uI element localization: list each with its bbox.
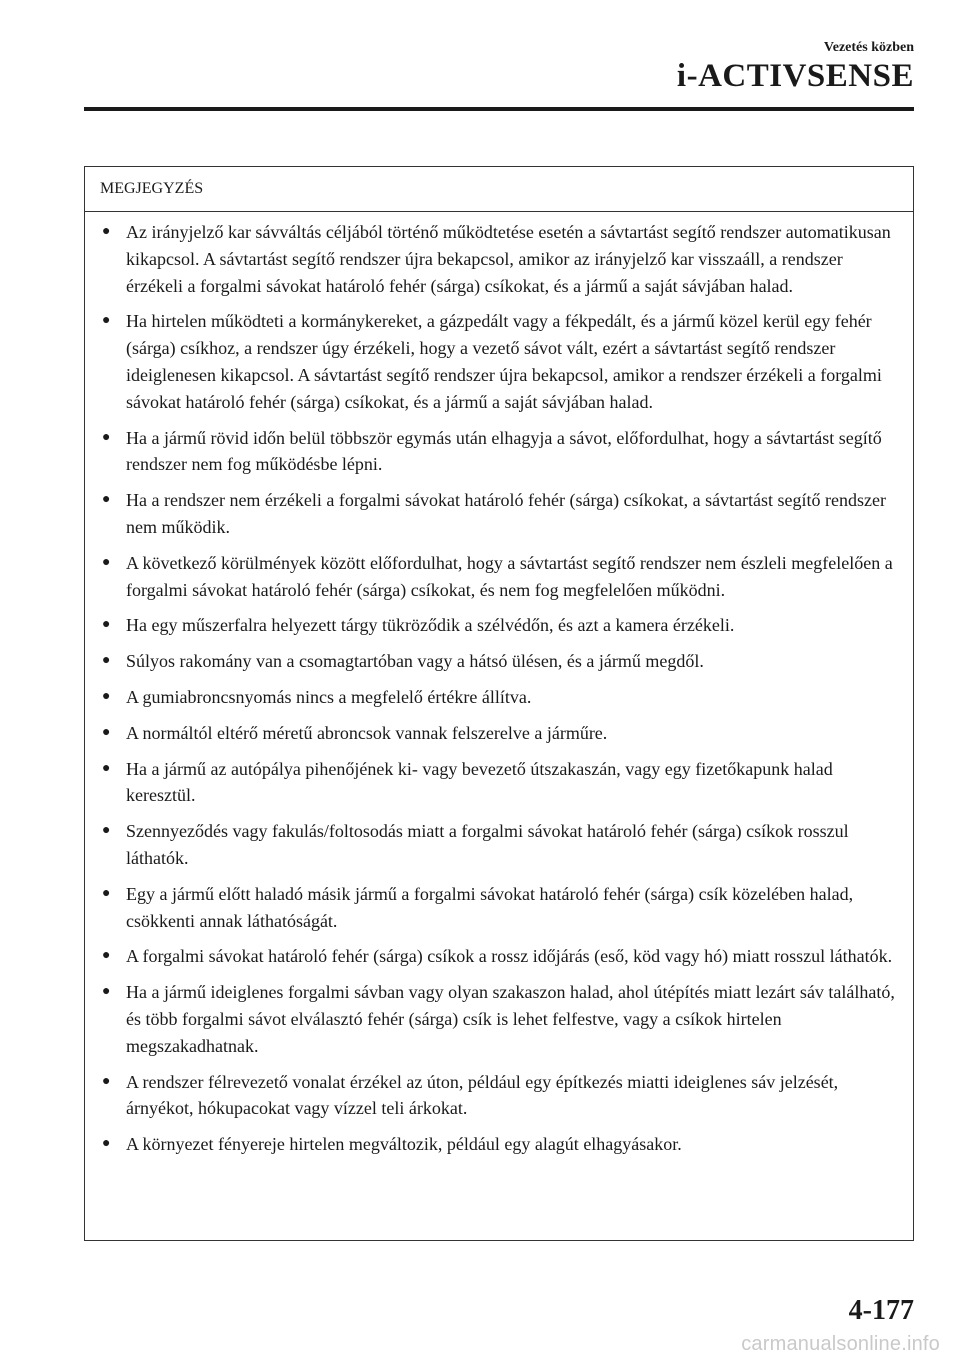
list-item — [101, 219, 899, 299]
list-item — [101, 979, 899, 1059]
list-item — [101, 720, 899, 747]
list-item — [101, 881, 899, 935]
list-item-text: Egy a jármű előtt haladó másik jármű a forgalmi sávokat határoló fehér (sárga) csík közelében halad, csökkenti annak láthatóságát. — [126, 883, 854, 931]
chapter-title: i-ACTIVSENSE — [676, 58, 914, 94]
list-item-text: Ha a jármű ideiglenes forgalmi sávban vagy olyan szakaszon halad, ahol útépítés miatt lezárt sáv található, és több forgalmi sávot elválasztó fehér (sárga) csík is lehet felfestve, vagy a csíkok hirtelen megszakadhatnak. — [126, 982, 895, 1056]
bullet-dot-icon: ● — [102, 823, 111, 839]
list-item-text: A következő körülmények között előfordulhat, hogy a sávtartást segítő rendszer nem észleli megfelelően a forgalmi sávokat határoló fehér (sárga) csíkokat, és nem fog megfelelően működni. — [126, 552, 893, 600]
bullet-dot-icon: ● — [102, 984, 111, 1000]
bullet-dot-icon: ● — [102, 1136, 111, 1152]
list-item-text: A környezet fényereje hirtelen megváltozik, például egy alagút elhagyásakor. — [126, 1134, 682, 1155]
list-item-text: Ha egy műszerfalra helyezett tárgy tükröződik a szélvédőn, és azt a kamera érzékeli. — [126, 615, 735, 636]
list-item-text: Szennyeződés vagy fakulás/foltosodás miatt a forgalmi sávokat határoló fehér (sárga) csíkok rosszul láthatók. — [126, 821, 849, 868]
list-item — [101, 756, 899, 810]
section-title: Vezetés közben — [823, 40, 914, 55]
list-item — [101, 487, 899, 541]
bullet-dot-icon: ● — [102, 885, 111, 901]
list-item — [101, 648, 899, 675]
list-item — [101, 943, 899, 970]
bullet-dot-icon: ● — [102, 760, 111, 776]
bullet-dot-icon: ● — [102, 617, 111, 633]
bullet-dot-icon: ● — [102, 948, 111, 964]
list-item — [101, 684, 899, 711]
bullet-dot-icon: ● — [102, 224, 111, 239]
list-item — [101, 818, 899, 872]
watermark: carmanualsonline.info — [741, 1333, 940, 1355]
bullet-dot-icon: ● — [102, 1073, 111, 1089]
list-item-text: Súlyos rakomány van a csomagtartóban vagy a hátsó ülésen, és a jármű megdől. — [126, 651, 704, 672]
list-item-text: Az irányjelző kar sávváltás céljából történő működtetése esetén a sávtartást segítő rendszer automatikusan kikapcsol. A sávtartást segítő rendszer újra bekapcsol, amikor az irányjelző kar visszaáll, a rendszer érzékeli a forgalmi sávokat határoló fehér (sárga) csíkokat, és a jármű a saját sávjában halad. — [126, 222, 891, 296]
header-divider — [84, 107, 914, 111]
list-item — [101, 425, 899, 479]
bullet-dot-icon: ● — [102, 492, 111, 508]
bullet-dot-icon: ● — [102, 724, 111, 740]
list-item-text: A normáltól eltérő méretű abroncsok vannak felszerelve a járműre. — [126, 722, 608, 743]
list-item-text: A rendszer félrevezető vonalat érzékel az úton, például egy építkezés miatti ideiglenes sáv jelzését, árnyékot, hókupacokat vagy vízzel teli árkokat. — [126, 1071, 839, 1119]
bullet-dot-icon: ● — [102, 554, 111, 570]
bullet-dot-icon: ● — [102, 313, 111, 329]
list-item — [101, 308, 899, 415]
list-item-text: A gumiabroncsnyomás nincs a megfelelő értékre állítva. — [126, 686, 532, 707]
note-box — [84, 166, 914, 1241]
list-item-text: Ha a rendszer nem érzékeli a forgalmi sávokat határoló fehér (sárga) csíkokat, a sávtartást segítő rendszer nem működik. — [126, 490, 886, 537]
list-item-text: A forgalmi sávokat határoló fehér (sárga) csíkok a rossz időjárás (eső, köd vagy hó) miatt rosszul láthatók. — [126, 946, 893, 967]
list-item-text: Ha hirtelen működteti a kormánykereket, a gázpedált vagy a fékpedált, és a jármű közel kerül egy fehér (sárga) csíkhoz, a rendszer úgy érzékeli, hogy a vezető sávot vált, ezért a sávtartást segítő rendszer ideiglenesen kikapcsol. A sávtartást segítő rendszer újra bekapcsol, amikor a rendszer érzékeli a forgalmi sávokat határoló fehér (sárga) csíkokat, és a jármű a saját sávjában halad. — [126, 311, 882, 412]
list-item — [101, 612, 899, 639]
page-number: 4-177 — [848, 1295, 914, 1326]
bullet-dot-icon: ● — [102, 429, 111, 445]
note-list — [85, 212, 913, 1158]
list-item — [101, 1069, 899, 1123]
bullet-dot-icon: ● — [102, 653, 111, 669]
note-heading: MEGJEGYZÉS — [85, 167, 913, 212]
list-item-text: Ha a jármű rövid időn belül többször egymás után elhagyja a sávot, előfordulhat, hogy a sávtartást segítő rendszer nem fog működésbe lépni. — [126, 427, 882, 475]
bullet-dot-icon: ● — [102, 688, 111, 704]
list-item-text: Ha a jármű az autópálya pihenőjének ki- vagy bevezető útszakaszán, vagy egy fizetőkapunk halad keresztül. — [126, 758, 833, 806]
list-item — [101, 1131, 899, 1158]
list-item — [101, 550, 899, 604]
